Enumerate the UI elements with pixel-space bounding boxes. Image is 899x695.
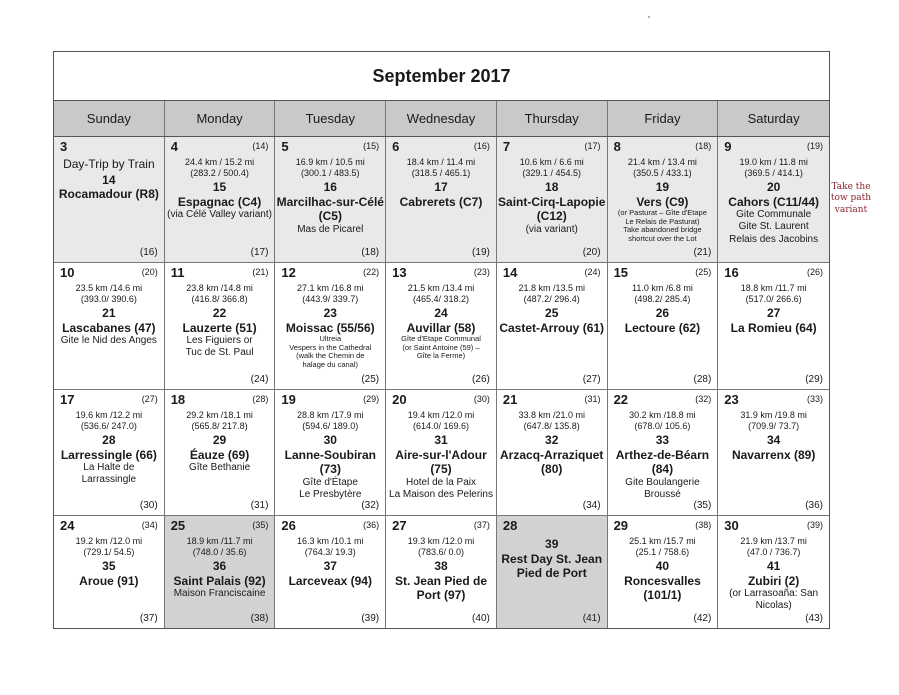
destination: Marcilhac-sur-Célé (C5) (276, 194, 384, 224)
stage-number: 37 (323, 558, 337, 573)
stage-number: 14 (102, 172, 116, 187)
day-cell (386, 137, 497, 263)
distance: 31.9 km /19.8 mi (740, 410, 807, 420)
leg-number: (17) (250, 246, 269, 258)
leg-number: (32) (361, 499, 380, 511)
date-number: 4 (170, 139, 178, 154)
distance: 30.2 km /18.8 mi (629, 410, 696, 420)
stage-number: 35 (102, 558, 116, 573)
stage-index: (19) (806, 141, 823, 151)
leg-number: (24) (250, 373, 269, 385)
day-cell (275, 516, 386, 628)
date-number: 3 (60, 139, 68, 154)
distance: 18.9 km /11.7 mi (186, 536, 253, 546)
accommodation-note: Tuc de St. Paul (185, 347, 254, 359)
accommodation-note: (or Saint Antoine (59) – (402, 342, 480, 352)
cumulative-distance: (709.9/ 73.7) (748, 420, 800, 431)
weekday-tuesday: Tuesday (275, 101, 386, 136)
date-number: 21 (502, 392, 518, 407)
destination: Arzacq-Arraziquet (80) (500, 447, 604, 477)
accommodation-note: Gite St. Laurent (738, 221, 809, 233)
accommodation-note: Les Figuiers or (186, 335, 253, 347)
stage-number: 24 (434, 305, 448, 320)
distance: 21.4 km / 13.4 mi (627, 157, 697, 167)
cumulative-distance: (369.5 / 414.1) (744, 167, 803, 178)
leg-number: (28) (693, 373, 712, 385)
day-cell (54, 516, 165, 628)
stage-number: 27 (766, 305, 781, 320)
accommodation-note: Take abandoned bridge (623, 225, 702, 235)
destination: Lascabanes (47) (62, 320, 156, 335)
stage-number: 21 (102, 305, 116, 320)
distance: 21.5 km /13.4 mi (407, 283, 475, 293)
stage-index: (34) (141, 520, 158, 530)
day-cell (54, 137, 165, 263)
leg-number: (38) (250, 612, 269, 624)
cumulative-distance: (764.3/ 19.3) (304, 546, 356, 557)
date-number: 29 (613, 518, 629, 533)
stage-index: (38) (695, 520, 712, 530)
stage-index: (30) (473, 394, 490, 404)
accommodation-note: (walk the Chemin de (296, 351, 365, 361)
leg-number: (18) (361, 246, 380, 258)
day-cell (386, 516, 497, 628)
accommodation-note: Gîte Bethanie (188, 462, 251, 474)
cumulative-distance: (416.8/ 366.8) (191, 293, 248, 304)
leg-number: (34) (582, 499, 601, 511)
weekday-thursday: Thursday (497, 101, 608, 136)
stage-number: 41 (766, 558, 781, 573)
weekday-header (54, 101, 829, 137)
cumulative-distance: (487.2/ 296.4) (523, 293, 580, 304)
stage-number: 18 (545, 179, 559, 194)
destination: Espagnac (C4) (177, 194, 262, 209)
distance: 19.4 km /12.0 mi (407, 410, 475, 420)
accommodation-note: Broussé (644, 489, 681, 500)
accommodation-note: (via Célé Valley variant) (167, 209, 272, 221)
destination: Larressingle (66) (60, 447, 157, 462)
stage-number: 29 (212, 432, 227, 447)
stage-number: 15 (212, 179, 227, 194)
leg-number: (19) (472, 246, 490, 258)
cumulative-distance: (465.4/ 318.2) (412, 293, 470, 304)
stage-index: (18) (695, 141, 712, 151)
stage-index: (32) (695, 394, 712, 404)
destination: Éauze (69) (189, 447, 250, 462)
stage-number: 33 (655, 432, 670, 447)
distance: 27.1 km /16.8 mi (297, 283, 364, 293)
leg-number: (36) (805, 499, 823, 511)
stage-index: (25) (695, 267, 712, 277)
stage-index: (31) (584, 394, 601, 404)
distance: 25.1 km /15.7 mi (629, 536, 696, 546)
date-number: 6 (392, 139, 400, 154)
cumulative-distance: (300.1 / 483.5) (301, 167, 360, 178)
date-number: 25 (170, 518, 186, 533)
stage-index: (22) (363, 267, 380, 277)
stage-index: (17) (584, 141, 601, 151)
day-cell (54, 263, 165, 390)
leg-number: (37) (139, 612, 158, 624)
accommodation-note: Larrassingle (81, 474, 137, 486)
distance: 19.2 km /12.0 mi (75, 536, 143, 546)
stage-number: 22 (212, 305, 227, 320)
cumulative-distance: (678.0/ 105.6) (634, 420, 691, 431)
stage-number: 25 (545, 305, 559, 320)
stage-index: (29) (363, 394, 380, 404)
weekday-friday: Friday (608, 101, 719, 136)
leg-number: (25) (361, 373, 380, 385)
stage-index: (21) (252, 267, 269, 277)
date-number: 16 (724, 265, 739, 280)
day-cell (386, 390, 497, 516)
calendar-title: September 2017 (54, 52, 829, 101)
trip-note: Day-Trip by Train (63, 157, 155, 171)
cumulative-distance: (329.1 / 454.5) (522, 167, 581, 178)
accommodation-note: La Halte de (83, 462, 135, 474)
date-number: 17 (60, 392, 75, 407)
day-cell (608, 137, 719, 263)
cumulative-distance: (283.2 / 500.4) (190, 167, 249, 178)
leg-number: (21) (693, 246, 712, 258)
day-cell (497, 263, 608, 390)
stage-number: 40 (655, 558, 670, 573)
accommodation-note: (or Larrasoaña: San (729, 588, 819, 600)
cumulative-distance: (350.5 / 433.1) (633, 167, 692, 178)
day-cell (275, 137, 386, 263)
cumulative-distance: (594.6/ 189.0) (302, 420, 359, 431)
weekday-saturday: Saturday (747, 111, 800, 126)
destination: Cahors (C11/44) (728, 194, 819, 209)
leg-number: (27) (582, 373, 601, 385)
stage-index: (20) (141, 267, 158, 277)
cumulative-distance: (393.0/ 390.6) (80, 293, 137, 304)
weekday-wednesday: Wednesday (386, 101, 497, 136)
stage-number: 34 (766, 432, 781, 447)
distance: 21.9 km /13.7 mi (740, 536, 807, 546)
stage-number: 38 (434, 558, 448, 573)
leg-number: (40) (472, 612, 490, 624)
day-cell (497, 137, 608, 263)
destination: Larceveax (94) (288, 573, 372, 588)
date-number: 20 (392, 392, 407, 407)
accommodation-note: Gîte la Ferme) (416, 351, 466, 361)
stage-number: 30 (323, 432, 337, 447)
distance: 23.8 km /14.8 mi (186, 283, 253, 293)
weekday-monday: Monday (165, 101, 276, 136)
stage-number: 32 (545, 432, 559, 447)
stage-index: (36) (363, 520, 380, 530)
date-number: 28 (502, 518, 518, 533)
stage-index: (26) (806, 267, 823, 277)
accommodation-note: halage du canal) (302, 360, 359, 370)
weekday-sunday: Sunday (54, 101, 165, 136)
stage-index: (28) (252, 394, 269, 404)
cumulative-distance: (614.0/ 169.6) (412, 420, 470, 431)
accommodation-note: Le Relais de Pasturat) (625, 216, 700, 226)
accommodation-note: Relais des Jacobins (729, 233, 819, 245)
date-number: 7 (502, 139, 511, 154)
stage-index: (14) (252, 141, 269, 151)
destination: La Romieu (64) (730, 320, 817, 335)
stage-number: 39 (545, 537, 559, 551)
stage-number: 28 (102, 432, 116, 447)
distance: 29.2 km /18.1 mi (186, 410, 253, 420)
stage-number: 23 (323, 305, 337, 320)
day-cell (165, 263, 276, 390)
date-number: 11 (170, 265, 185, 280)
destination: Moissac (55/56) (285, 320, 375, 335)
distance: 19.6 km /12.2 mi (75, 410, 143, 420)
leg-number: (30) (139, 499, 158, 511)
accommodation-note: Gite le Nid des Anges (60, 335, 157, 347)
accommodation-note: Gîte d'Étape (302, 476, 358, 488)
side-note: Take the tow path variant (830, 182, 872, 215)
distance: 16.3 km /10.1 mi (297, 536, 364, 546)
day-cell (718, 516, 829, 628)
destination: Castet-Arrouy (61) (499, 320, 605, 335)
stage-index: (33) (806, 394, 823, 404)
day-cell (718, 390, 829, 516)
leg-number: (43) (805, 612, 823, 624)
destination: Lectoure (62) (624, 320, 701, 335)
distance: 19.0 km / 11.8 mi (739, 157, 808, 167)
cumulative-distance: (318.5 / 465.1) (411, 167, 471, 178)
date-number: 24 (60, 518, 75, 533)
accommodation-note: Gite Boulangerie (625, 476, 700, 488)
distance: 16.9 km / 10.5 mi (295, 157, 365, 167)
destination: Zubiri (2) (747, 573, 800, 588)
accommodation-note: (via variant) (525, 223, 578, 235)
leg-number: (35) (693, 499, 712, 511)
stage-index: (24) (584, 267, 601, 277)
day-cell (497, 390, 608, 516)
day-cell (608, 263, 719, 390)
date-number: 23 (724, 392, 739, 407)
stage-index: (37) (473, 520, 490, 530)
day-cell (275, 390, 386, 516)
cumulative-distance: (443.9/ 339.7) (302, 293, 359, 304)
day-cell (386, 263, 497, 390)
accommodation-note: shortcut over the Lot (628, 234, 697, 244)
day-cell (54, 390, 165, 516)
distance: 19.3 km /12.0 mi (407, 536, 475, 546)
date-number: 10 (60, 265, 75, 280)
date-number: 15 (613, 265, 629, 280)
cumulative-distance: (748.0 / 35.6) (192, 546, 247, 557)
leg-number: (20) (582, 246, 601, 258)
date-number: 13 (392, 265, 407, 280)
destination: Aroue (91) (79, 573, 139, 588)
date-number: 14 (502, 265, 518, 280)
date-number: 9 (724, 139, 732, 154)
stage-number: 20 (766, 179, 781, 194)
cumulative-distance: (517.0/ 266.6) (745, 293, 802, 304)
date-number: 26 (281, 518, 296, 533)
distance: 33.8 km /21.0 mi (518, 410, 585, 420)
day-cell (165, 516, 276, 628)
cumulative-distance: (729.1/ 54.5) (83, 546, 135, 557)
leg-number: (41) (582, 612, 601, 624)
distance: 21.8 km /13.5 mi (518, 283, 585, 293)
date-number: 30 (724, 518, 739, 533)
destination: Navarrenx (89) (731, 447, 816, 462)
accommodation-note: La Maison des Pelerins (389, 489, 493, 500)
destination: Saint-Cirq-Lapopie (C12) (498, 194, 606, 224)
date-number: 27 (392, 518, 407, 533)
leg-number: (16) (139, 246, 158, 258)
destination: Arthez-de-Béarn (84) (615, 447, 710, 477)
accommodation-note: Le Presbytère (299, 489, 362, 500)
distance: 24.4 km / 15.2 mi (185, 157, 255, 167)
date-number: 8 (613, 139, 621, 154)
day-cell (718, 263, 829, 390)
stage-number: 17 (434, 179, 448, 194)
accommodation-note: Ultreia (319, 334, 342, 344)
stage-index: (39) (806, 520, 823, 530)
distance: 18.8 km /11.7 mi (740, 283, 807, 293)
leg-number: (42) (693, 612, 712, 624)
date-number: 22 (613, 392, 629, 407)
destination: Aire-sur-l'Adour (75) (395, 447, 487, 477)
accommodation-note: Nicolas) (755, 600, 792, 612)
stage-number: 16 (323, 179, 337, 194)
accommodation-note: Gite Communale (736, 209, 812, 221)
distance: 11.0 km /6.8 mi (631, 283, 693, 293)
date-number: 12 (281, 265, 296, 280)
date-number: 19 (281, 392, 296, 407)
distance: 23.5 km /14.6 mi (75, 283, 143, 293)
accommodation-note: Hotel de la Paix (405, 476, 477, 488)
cumulative-distance: (536.6/ 247.0) (80, 420, 137, 431)
day-cell (165, 137, 276, 263)
stage-index: (27) (141, 394, 158, 404)
day-cell (275, 263, 386, 390)
date-number: 5 (281, 139, 289, 154)
stage-index: (16) (473, 141, 490, 151)
accommodation-note: Mas de Picarel (297, 223, 364, 235)
leg-number: (26) (472, 373, 490, 385)
calendar (53, 51, 830, 629)
destination: Rocamadour (R8) (58, 187, 159, 202)
distance: 10.6 km / 6.6 mi (519, 157, 584, 167)
day-cell (165, 390, 276, 516)
stage-index: (35) (252, 520, 269, 530)
stage-number: 26 (655, 305, 670, 320)
day-cell (497, 516, 608, 628)
accommodation-note: (or Pasturat – Gîte d'Etape (617, 208, 707, 218)
calendar-grid (54, 137, 829, 628)
cumulative-distance: (25.1 / 758.6) (635, 546, 690, 557)
destination: Auvillar (58) (406, 320, 476, 335)
distance: 28.8 km /17.9 mi (297, 410, 364, 420)
destination: Roncesvalles (101/1) (624, 573, 701, 603)
distance: 18.4 km / 11.4 mi (406, 157, 476, 167)
stage-number: 19 (655, 179, 670, 194)
cumulative-distance: (565.8/ 217.8) (191, 420, 248, 431)
destination: St. Jean Pied de Port (97) (394, 573, 488, 603)
date-number: 18 (170, 392, 186, 407)
stage-number: 31 (434, 432, 448, 447)
cumulative-distance: (647.8/ 135.8) (523, 420, 580, 431)
destination: Vers (C9) (636, 194, 689, 209)
destination: Lauzerte (51) (182, 320, 257, 335)
destination: Cabrerets (C7) (399, 194, 483, 209)
leg-number: (29) (805, 373, 823, 385)
day-cell (608, 516, 719, 628)
accommodation-note: Vespers in the Cathedral (289, 342, 372, 352)
cumulative-distance: (783.6/ 0.0) (417, 546, 464, 557)
stage-index: (23) (473, 267, 490, 277)
cumulative-distance: (47.0 / 736.7) (746, 546, 801, 557)
cumulative-distance: (498.2/ 285.4) (634, 293, 691, 304)
stage-index: (15) (363, 141, 380, 151)
leg-number: (39) (361, 612, 380, 624)
leg-number: (31) (250, 499, 269, 511)
day-cell (608, 390, 719, 516)
accommodation-note: Gîte d'Etape Communal (401, 334, 481, 344)
accommodation-note: Maison Franciscaine (173, 588, 266, 600)
scan-speck (648, 16, 650, 18)
destination: Lanne-Soubiran (73) (284, 447, 376, 477)
day-cell (718, 137, 829, 263)
stage-number: 36 (212, 558, 227, 573)
destination: Saint Palais (92) (173, 573, 266, 588)
destination: Rest Day St. Jean Pied de Port (501, 551, 603, 581)
